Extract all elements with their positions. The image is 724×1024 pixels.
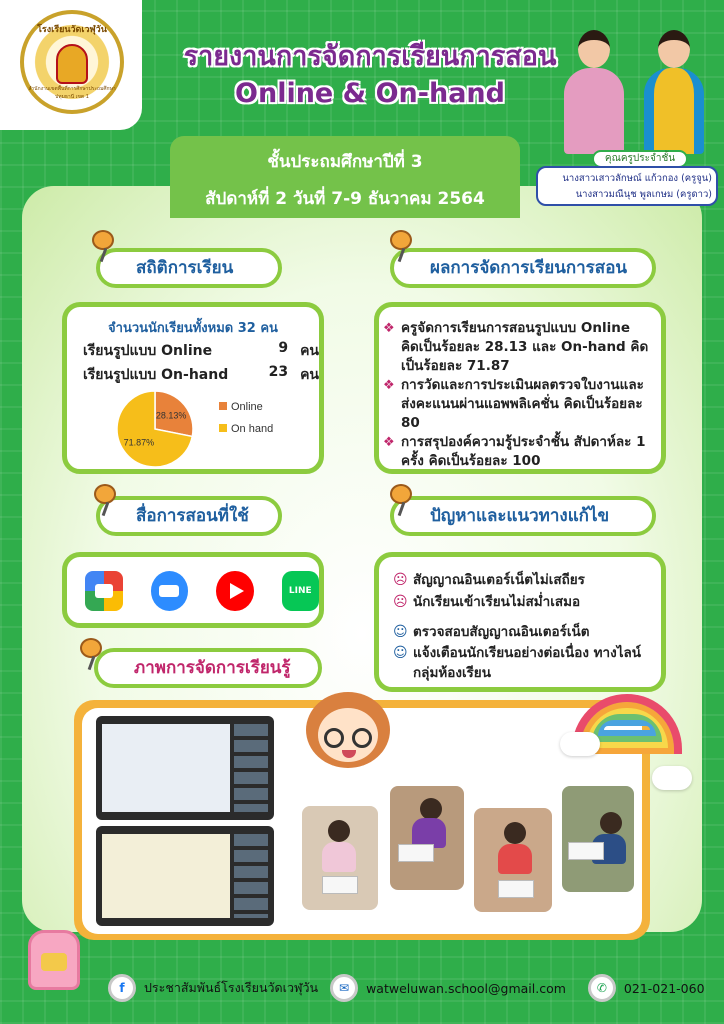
mail-icon: ✉ [330,974,358,1002]
facebook-icon: f [108,974,136,1002]
pie-data-label: 71.87% [123,437,155,448]
results-card [374,302,666,474]
week-date: สัปดาห์ที่ 2 วันที่ 7-9 ธันวาคม 2564 [205,189,485,209]
section-results-title: ผลการจัดการเรียนการสอน [390,248,656,288]
zoom-icon [151,571,189,611]
backpack-illustration [28,930,80,990]
footer [108,968,708,1008]
section-media-title: สื่อการสอนที่ใช้ [96,496,282,536]
stat-label: เรียนรูปแบบ Online [83,343,213,359]
teacher-names [536,166,718,206]
result-item: ❖ ครูจัดการเรียนการสอนรูปแบบ Online คิดเป็นร้อยละ 28.13 และ On-hand คิดเป็นร้อยละ 71.87 [383,320,649,374]
cloud-decoration [652,766,692,790]
teacher-name-1: นางสาวเสาวลักษณ์ แก้วกอง (ครูจูน) [562,173,712,184]
facebook-contact[interactable]: f ประชาสัมพันธ์โรงเรียนวัดเวฬุวัน [108,974,318,1002]
school-logo [20,10,124,114]
cartoon-girl-illustration [302,686,394,782]
stat-row-online [67,340,319,362]
result-item: ❖ การสรุปองค์ความรู้ประจำชั้น สัปดาห์ละ 1 ครั้ง คิดเป็นร้อยละ 100 [383,434,646,469]
email-contact[interactable]: ✉ watweluwan.school@gmail.com [330,974,566,1002]
cloud-decoration [560,732,600,756]
stat-label: เรียนรูปแบบ On-hand [83,367,229,383]
stat-value: 9 [278,340,289,356]
whatsapp-icon: ✆ [588,974,616,1002]
grade-level: ชั้นประถมศึกษาปีที่ 3 [267,152,423,172]
logo-subtext: สำนักงานเขตพื้นที่การศึกษาประถมศึกษาปทุมธานี เขต 1 [28,86,116,100]
teacher-photo-2 [638,24,710,154]
logo-text: โรงเรียนวัดเวฬุวัน [37,25,107,35]
pushpin-icon [88,228,118,262]
teacher-tag: คุณครูประจำชั้น [592,150,688,168]
pushpin-icon [386,228,416,262]
problems-list [379,557,661,683]
page-title: รายงานการจัดการเรียนการสอน [183,41,557,72]
legend-label: Online [231,401,263,413]
spacer [393,613,661,621]
diamond-icon: ❖ [383,321,395,336]
teachers-photo [558,24,714,154]
logo-container [0,0,142,130]
student-photo-2 [390,786,464,890]
grade-banner [170,136,520,218]
pushpin-icon [76,636,106,670]
teacher-name-2: นางสาวมณีนุช พูลเกษม (ครูดาว) [575,189,712,200]
student-photo-1 [302,806,378,910]
section-photos-title: ภาพการจัดการเรียนรู้ [94,648,322,688]
media-card [62,552,324,628]
teacher-photo-1 [558,24,630,154]
online-class-screenshot-2 [96,826,274,926]
page-subtitle: Online & On-hand [235,78,505,109]
result-item: ❖ การวัดและการประเมินผลตรวจใบงานและส่งคะแนนผ่านแอพพลิเคชั่น คิดเป็นร้อยละ 80 [383,377,644,431]
sad-face-icon: ☹ [393,594,408,610]
youtube-icon [216,571,254,611]
stat-value: 23 [268,364,289,380]
problem-item: ☹ นักเรียนเข้าเรียนไม่สม่ำเสมอ [393,591,661,613]
logo-emblem-icon [56,44,88,84]
diamond-icon: ❖ [383,435,395,450]
pushpin-icon [386,482,416,516]
pie-data-label: 28.13% [155,410,187,421]
legend-swatch [219,402,227,410]
app-icons [67,557,319,611]
stat-unit: คน [300,367,319,383]
solution-item: ☺ แจ้งเตือนนักเรียนอย่างต่อเนื่อง ทางไลน์กลุ่มห้องเรียน [393,645,641,681]
smile-face-icon: ☺ [393,645,408,661]
section-stats-title: สถิติการเรียน [96,248,282,288]
google-meet-icon [85,571,123,611]
online-class-screenshot-1 [96,716,274,820]
problems-card [374,552,666,692]
line-icon: LINE [282,571,320,611]
student-photo-4 [562,786,634,892]
pushpin-icon [90,482,120,516]
student-photo-3 [474,808,552,912]
stat-unit: คน [300,343,319,359]
sad-face-icon: ☹ [393,572,408,588]
diamond-icon: ❖ [383,378,395,393]
pie-chart [115,383,355,475]
smile-face-icon: ☺ [393,624,408,640]
legend-label: On hand [231,423,274,435]
total-students: จำนวนนักเรียนทั้งหมด 32 คน [108,321,278,336]
problem-item: ☹ สัญญาณอินเตอร์เน็ตไม่เสถียร [393,569,661,591]
solution-item: ☺ ตรวจสอบสัญญาณอินเตอร์เน็ต [393,621,661,643]
results-list [379,307,661,471]
phone-contact[interactable]: ✆ 021-021-060 [588,974,705,1002]
legend-swatch [219,424,227,432]
stats-card [62,302,324,474]
section-problems-title: ปัญหาและแนวทางแก้ไข [390,496,656,536]
